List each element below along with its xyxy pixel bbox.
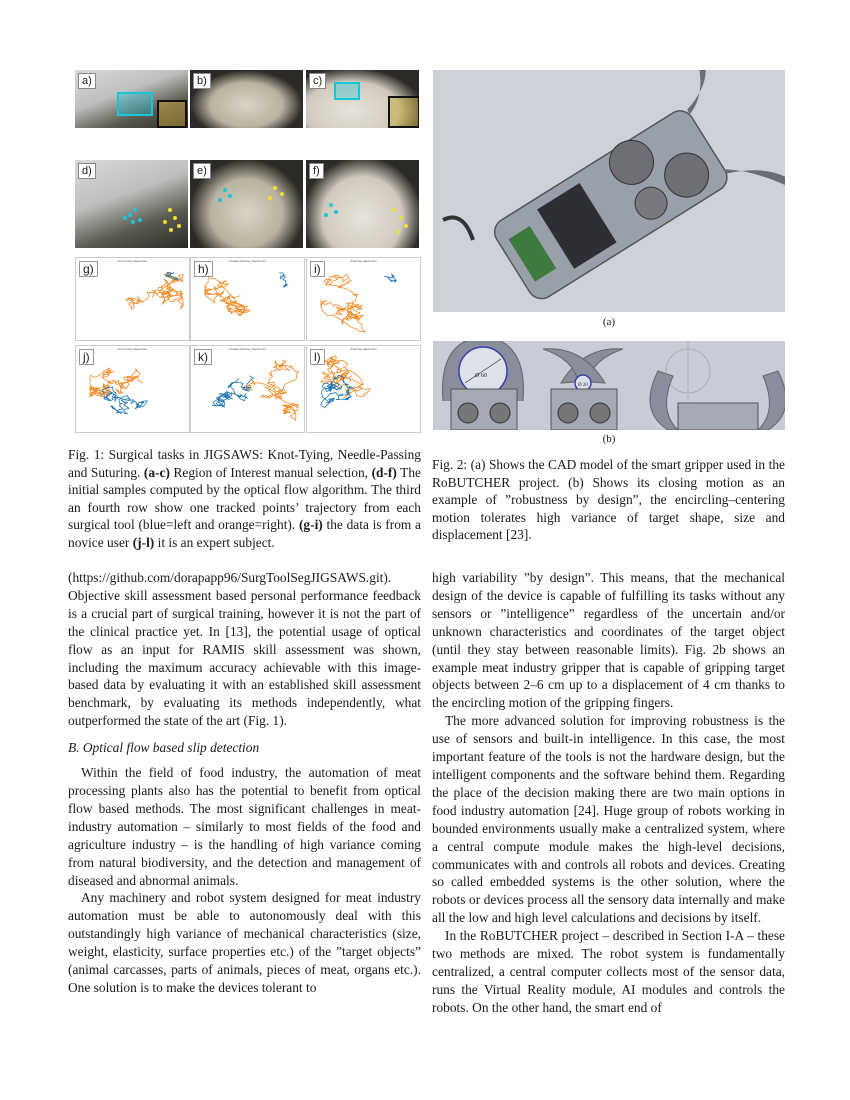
paragraph: Within the field of food industry, the automation of meat processing plants also has the potential to benefit from optical flow based methods. The most significant challenges in meat-industry automation – similarly to most fields of the food and agriculture industry – is the handling of high variance coming from natural biodiversity, and the detection and management of diseased and abnormal animals. xyxy=(68,765,421,888)
photo-panel-c xyxy=(306,70,419,128)
gripper-cad-drawing xyxy=(433,70,785,312)
panel-label: e) xyxy=(193,163,211,179)
right-tool-trajectory xyxy=(205,278,251,316)
plot-title: Suturing trajectories xyxy=(350,347,377,351)
tracked-points xyxy=(190,160,303,248)
caption-ref: (g-i) xyxy=(298,517,323,533)
right-tool-trajectory xyxy=(244,361,298,421)
panel-label: h) xyxy=(194,261,213,277)
caption-ref: (a-c) xyxy=(143,464,170,480)
tracked-points xyxy=(75,160,188,248)
dimension-label: Ø 60 xyxy=(475,373,487,379)
photo-panel-d xyxy=(75,160,188,248)
subfigure-label-b: (b) xyxy=(602,433,616,445)
panel-label: l) xyxy=(310,349,325,365)
panel-label: a) xyxy=(78,73,96,89)
paragraph: high variability ”by design”. This means, that the mechanical design of the device is capable of fulfilling its tasks without any sensors or ”intelligence” regardless of the uncertain and/or unknown characteristics and coordinates of the target object (until they stay between reasonable limits). Fig. 2b shows an example meat industry gripper that is capable of gripping target objects between 2–6 cm up to a displacement of 4 cm thanks to the encircling motion of the gripping fingers. xyxy=(432,570,785,711)
plot-title: Needle-Passing trajectories xyxy=(229,259,266,263)
plot-title: Knot-Tying trajectories xyxy=(117,259,148,263)
trajectory-plot-h xyxy=(190,257,305,341)
dimension-label: Ø 20 xyxy=(578,383,588,388)
plot-title: Needle-Passing trajectories xyxy=(229,347,266,351)
caption-text: the data is from a novice user xyxy=(68,517,421,550)
gripper-motion-drawing xyxy=(433,341,785,430)
gripper-motion-image xyxy=(433,341,785,430)
paragraph: The more advanced solution for improving robustness is the use of sensors and built-in intelligence. In this case, the most important feature of the tools is not the hardware design, but the intelligent components and the software behind them. Regarding the place of the decision making there are two main options in food industry automation [24]. Huge group of robots working in bounded environments usually make a centralized system, where a central compute module makes the high-level decisions, communicates with and controls all robots and devices. Creating so called embedded systems is the other solution, where the robots or devices process all the sensory data internally and make all the low and high level calculations and decisions by itself. xyxy=(432,713,785,926)
paragraph: In the RoBUTCHER project – described in Section I-A – these two methods are mixed. The robot system is fundamentally centralized, a central computer collects most of the sensor data, runs the Virtual Reality module, AI modules and controls the robots. On the other hand, the smart end of xyxy=(432,928,785,1015)
panel-label: g) xyxy=(79,261,98,277)
panel-label: k) xyxy=(194,349,212,365)
photo-panel-e xyxy=(190,160,303,248)
trajectory-plot-i xyxy=(306,257,421,341)
panel-label: j) xyxy=(79,349,94,365)
figure-1-caption xyxy=(68,446,421,552)
caption-text: Fig. 1: Surgical tasks in JIGSAWS: Knot-Tying, Needle-Passing and Suturing. xyxy=(68,447,421,480)
caption-text: it is an expert subject. xyxy=(154,534,275,550)
right-tool-trajectory xyxy=(90,368,143,398)
plot-title: Knot-Tying trajectories xyxy=(117,347,148,351)
caption-ref: (j-l) xyxy=(132,534,155,550)
section-heading: B. Optical flow based slip detection xyxy=(68,740,260,756)
panel-label: c) xyxy=(309,73,326,89)
panel-label: d) xyxy=(78,163,96,179)
photo-panel-a xyxy=(75,70,188,128)
left-tool-trajectory xyxy=(279,273,288,287)
plot-title: Suturing trajectories xyxy=(350,259,377,263)
caption-text: Region of Interest manual selection, xyxy=(169,464,372,480)
right-column xyxy=(432,569,785,1017)
tracked-points xyxy=(306,160,419,248)
panel-label: i) xyxy=(310,261,325,277)
trajectory-plot-k xyxy=(190,345,305,433)
trajectory-plot-g xyxy=(75,257,190,341)
panel-label: b) xyxy=(193,73,211,89)
paragraph: Any machinery and robot system designed for meat industry automation must be able to autonomously deal with this outstandingly high variance of mechanical characteristics (size, weight, elasticity, surface properties etc.) of the ”target objects” (animal carcasses, parts of animals, pieces of meat, organs etc.). One solution is to make the devices tolerant to xyxy=(68,890,421,995)
trajectory-plot-l xyxy=(306,345,421,433)
caption-text: The initial samples computed by the optical flow algorithm. The third an fourth row show one tracked points’ trajectory from each surgical tool (blue=left and orange=right). xyxy=(68,464,421,533)
caption-ref: (d-f) xyxy=(371,464,397,480)
subfigure-label-a: (a) xyxy=(602,316,616,328)
figure-2-caption: Fig. 2: (a) Shows the CAD model of the smart gripper used in the RoBUTCHER project. (b) Shows its closing motion as an example of ”robustness by design”, the encircling–centering motion tolerates high variance of target shape, size and displacement [23]. xyxy=(432,457,785,543)
left-tool-trajectory xyxy=(384,274,396,282)
right-tool-trajectory xyxy=(321,274,365,332)
left-column xyxy=(68,569,421,997)
panel-label: f) xyxy=(309,163,324,179)
photo-panel-f xyxy=(306,160,419,248)
right-tool-trajectory xyxy=(321,356,370,398)
left-tool-trajectory xyxy=(212,376,253,408)
photo-panel-b xyxy=(190,70,303,128)
trajectory-plot-j xyxy=(75,345,190,433)
cad-model-image xyxy=(433,70,785,312)
paragraph: (https://github.com/dorapapp96/SurgToolSegJIGSAWS.git). Objective skill assessment based personal performance feedback is a crucial part of surgical training, however it is not the part of the clinical practice yet. In [13], the potential usage of optical flow as an input for RAMIS skill assessment was shown, including the maximum accuracy achievable with this image-based data by evaluating it with an established skill assessment benchmark, by evaluating its methods independently, what outperformed the state of the art (Fig. 1). xyxy=(68,570,421,729)
